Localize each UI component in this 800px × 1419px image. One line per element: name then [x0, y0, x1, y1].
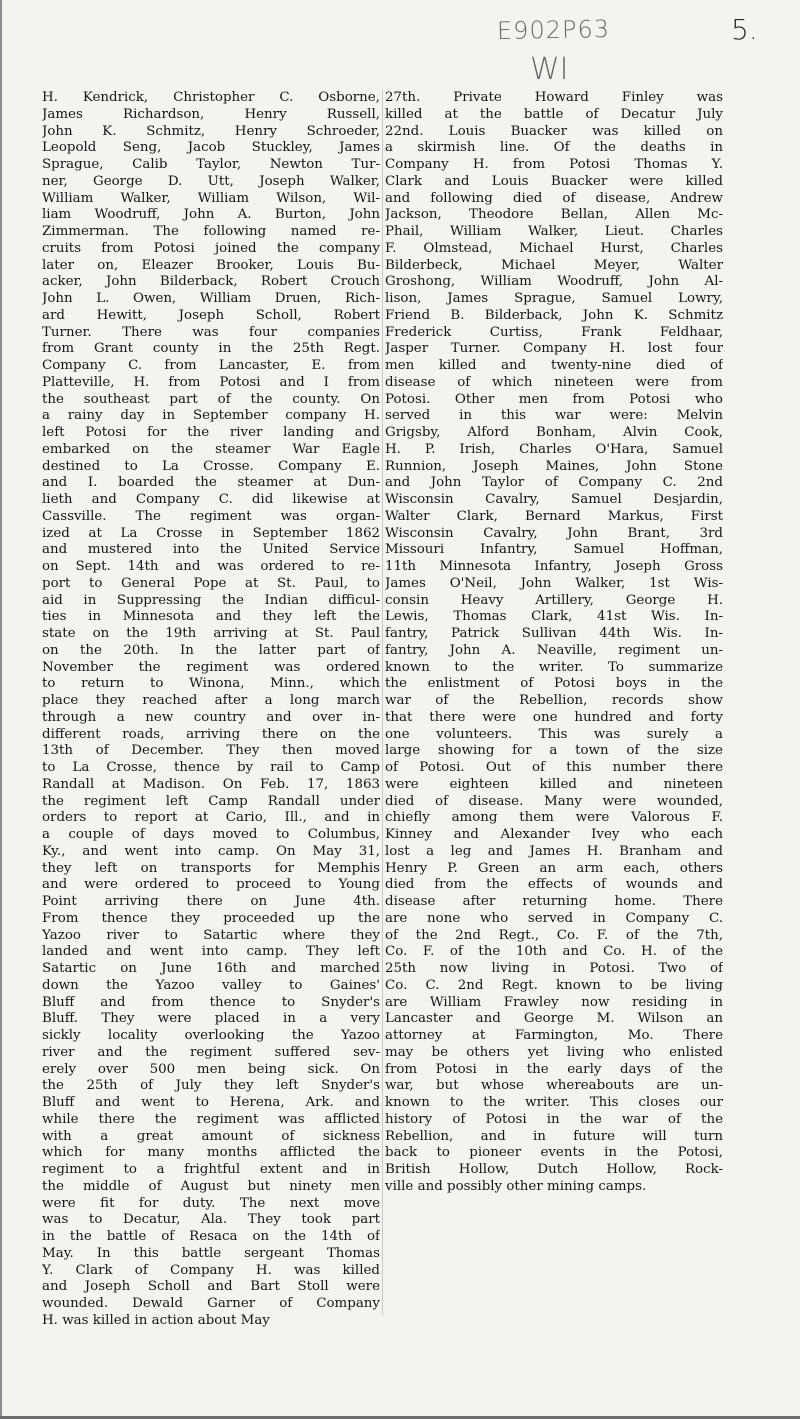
text-line: 27th. Private Howard Finley was [385, 90, 723, 105]
text-line: known to the writer. To summarize [385, 659, 723, 675]
text-line: Wisconsin Cavalry, Samuel Desjardin, [385, 492, 723, 507]
text-line: Platteville, H. from Potosi and I from [42, 374, 380, 390]
text-line: acker, John Bilderback, Robert Crouch [42, 274, 380, 290]
text-line: Co. C. 2nd Regt. known to be living [385, 977, 723, 993]
text-line: landed and went into camp. They left [42, 944, 380, 960]
text-line: Clark and Louis Buacker were killed [385, 173, 723, 189]
text-line: which for many months afflicted the [42, 1145, 380, 1161]
text-line: while there the regiment was afflicted [42, 1111, 380, 1127]
text-line: erely over 500 men being sick. On [42, 1061, 380, 1077]
text-line: sickly locality overlooking the Yazoo [42, 1028, 380, 1043]
text-line: known to the writer. This closes our [385, 1095, 723, 1110]
text-line: war of the Rebellion, records show [385, 693, 723, 708]
text-line: H. P. Irish, Charles O'Hara, Samuel [385, 441, 723, 457]
text-line: killed at the battle of Decatur July [385, 106, 723, 122]
text-line: 25th now living in Potosi. Two of [385, 961, 723, 976]
text-line: and mustered into the United Service [42, 542, 380, 558]
text-line: Company C. from Lancaster, E. from [42, 358, 380, 373]
text-line: may be others yet living who enlisted [385, 1044, 723, 1060]
text-line: Wisconsin Cavalry, John Brant, 3rd [385, 525, 723, 541]
text-line: wounded. Dewald Garner of Company [42, 1296, 380, 1311]
text-line: from Grant county in the 25th Regt. [42, 341, 380, 357]
text-line: Company H. from Potosi Thomas Y. [385, 157, 723, 172]
text-line: chiefly among them were Valorous F. [385, 810, 723, 826]
text-line: the southeast part of the county. On [42, 391, 380, 407]
text-line: river and the regiment suffered sev- [42, 1044, 380, 1060]
text-line: Bluff and went to Herena, Ark. and [42, 1095, 380, 1110]
text-line: served in this war were: Melvin [385, 408, 723, 424]
text-line: died of disease. Many were wounded, [385, 793, 723, 809]
page-left-edge [0, 0, 2, 1419]
text-line: different roads, arriving there on the [42, 726, 380, 742]
text-line: Missouri Infantry, Samuel Hoffman, [385, 542, 723, 558]
text-line: the regiment left Camp Randall under [42, 793, 380, 809]
text-line: history of Potosi in the war of the [385, 1111, 723, 1127]
text-line: ties in Minnesota and they left the [42, 609, 380, 625]
text-line: are none who served in Company C. [385, 910, 723, 926]
text-line: William Walker, William Wilson, Wil- [42, 190, 380, 206]
text-line: Satartic on June 16th and marched [42, 961, 380, 976]
text-line: attorney at Farmington, Mo. There [385, 1028, 723, 1043]
text-line: and I. boarded the steamer at Dun- [42, 475, 380, 491]
text-line: ner, George D. Utt, Joseph Walker, [42, 173, 380, 189]
text-line: Leopold Seng, Jacob Stuckley, James [42, 140, 380, 156]
text-line: Co. F. of the 10th and Co. H. of the [385, 944, 723, 960]
text-line: Cassville. The regiment was organ- [42, 508, 380, 524]
column-divider [382, 90, 383, 1315]
text-line: and Joseph Scholl and Bart Stoll were [42, 1279, 380, 1295]
page-number: 5. [731, 13, 758, 46]
article-left-column [42, 90, 380, 1330]
text-line: 13th of December. They then moved [42, 743, 380, 759]
text-line: later on, Eleazer Brooker, Louis Bu- [42, 257, 380, 273]
text-line: war, but whose whereabouts are un- [385, 1078, 723, 1094]
text-line: aid in Suppressing the Indian difficul- [42, 592, 380, 608]
text-line: to return to Winona, Minn., which [42, 676, 380, 692]
text-line: Bilderbeck, Michael Meyer, Walter [385, 257, 723, 273]
text-line: back to pioneer events in the Potosi, [385, 1145, 723, 1161]
text-line: From thence they proceeded up the [42, 910, 380, 926]
text-line: 22nd. Louis Buacker was killed on [385, 123, 723, 139]
text-line: Bluff and from thence to Snyder's [42, 994, 380, 1010]
text-line: H. Kendrick, Christopher C. Osborne, [42, 90, 380, 105]
text-line: Jasper Turner. Company H. lost four [385, 341, 723, 357]
text-line: lost a leg and James H. Branham and [385, 843, 723, 859]
text-line: embarked on the steamer War Eagle [42, 441, 380, 457]
text-line: the 25th of July they left Snyder's [42, 1078, 380, 1094]
text-line: with a great amount of sickness [42, 1128, 380, 1144]
text-line: Henry P. Green an arm each, others [385, 860, 723, 876]
text-line: November the regiment was ordered [42, 659, 380, 675]
text-line: lieth and Company C. did likewise at [42, 492, 380, 507]
text-line: ized at La Crosse in September 1862 [42, 525, 380, 541]
text-line: Point arriving there on June 4th. [42, 894, 380, 909]
text-line: left Potosi for the river landing and [42, 425, 380, 440]
text-line: Lewis, Thomas Clark, 41st Wis. In- [385, 609, 723, 625]
text-line: of the 2nd Regt., Co. F. of the 7th, [385, 927, 723, 943]
text-line: was to Decatur, Ala. They took part [42, 1212, 380, 1228]
text-line: orders to report at Cario, Ill., and in [42, 810, 380, 826]
text-line: Rebellion, and in future will turn [385, 1128, 723, 1144]
text-line: and following died of disease, Andrew [385, 190, 723, 206]
text-line: lison, James Sprague, Samuel Lowry, [385, 291, 723, 306]
text-line: were eighteen killed and nineteen [385, 776, 723, 792]
text-line: Y. Clark of Company H. was killed [42, 1262, 380, 1278]
text-line: that there were one hundred and forty [385, 709, 723, 725]
text-line: fantry, John A. Neaville, regiment un- [385, 642, 723, 658]
text-line: Frederick Curtiss, Frank Feldhaar, [385, 324, 723, 340]
text-line: fantry, Patrick Sullivan 44th Wis. In- [385, 626, 723, 641]
text-line: port to General Pope at St. Paul, to [42, 575, 380, 591]
text-line: one volunteers. This was surely a [385, 726, 723, 742]
text-line: were fit for duty. The next move [42, 1195, 380, 1211]
text-line: place they reached after a long march [42, 693, 380, 708]
text-line: large showing for a town of the size [385, 743, 723, 759]
text-line: Kinney and Alexander Ivey who each [385, 827, 723, 842]
text-line: James O'Neil, John Walker, 1st Wis- [385, 575, 723, 591]
text-line: Walter Clark, Bernard Markus, First [385, 508, 723, 524]
text-line: Randall at Madison. On Feb. 17, 1863 [42, 776, 380, 792]
text-line: May. In this battle sergeant Thomas [42, 1245, 380, 1261]
text-line: Groshong, William Woodruff, John Al- [385, 274, 723, 290]
text-line: they left on transports for Memphis [42, 860, 380, 876]
text-line: and were ordered to proceed to Young [42, 877, 380, 893]
text-line: men killed and twenty-nine died of [385, 358, 723, 373]
text-line: in the battle of Resaca on the 14th of [42, 1229, 380, 1244]
text-line: Potosi. Other men from Potosi who [385, 391, 723, 407]
text-line: of Potosi. Out of this number there [385, 760, 723, 775]
text-line: a skirmish line. Of the deaths in [385, 140, 723, 156]
text-line: 11th Minnesota Infantry, Joseph Gross [385, 559, 723, 574]
handwritten-catalog-mark: E902P63 [496, 15, 611, 45]
text-line: state on the 19th arriving at St. Paul [42, 626, 380, 641]
text-line: H. was killed in action about May [42, 1312, 270, 1328]
text-line: Ky., and went into camp. On May 31, [42, 843, 380, 859]
text-line: the middle of August but ninety men [42, 1178, 380, 1194]
text-line: down the Yazoo valley to Gaines' [42, 977, 380, 993]
text-line: Turner. There was four companies [42, 324, 380, 340]
text-line: Zimmerman. The following named re- [42, 224, 380, 239]
text-line: are William Frawley now residing in [385, 994, 723, 1010]
text-line: cruits from Potosi joined the company [42, 240, 380, 256]
text-line: a rainy day in September company H. [42, 408, 380, 424]
text-line: consin Heavy Artillery, George H. [385, 592, 723, 608]
text-line: through a new country and over in- [42, 709, 380, 725]
text-line: and John Taylor of Company C. 2nd [385, 475, 723, 491]
text-line: James Richardson, Henry Russell, [42, 106, 380, 122]
text-line: on the 20th. In the latter part of [42, 642, 380, 658]
text-line: Phail, William Walker, Lieut. Charles [385, 224, 723, 239]
text-line: Yazoo river to Satartic where they [42, 927, 380, 943]
article-right-column [385, 90, 723, 1196]
text-line: liam Woodruff, John A. Burton, John [42, 207, 380, 223]
text-line: disease after returning home. There [385, 894, 723, 909]
text-line: ard Hewitt, Joseph Scholl, Robert [42, 307, 380, 323]
text-line: from Potosi in the early days of the [385, 1061, 723, 1077]
text-line: on Sept. 14th and was ordered to re- [42, 559, 380, 574]
text-line: destined to La Crosse. Company E. [42, 458, 380, 474]
text-line: Lancaster and George M. Wilson an [385, 1011, 723, 1027]
text-line: the enlistment of Potosi boys in the [385, 676, 723, 692]
text-line: F. Olmstead, Michael Hurst, Charles [385, 240, 723, 256]
text-line: disease of which nineteen were from [385, 374, 723, 390]
text-line: John K. Schmitz, Henry Schroeder, [42, 123, 380, 139]
text-line: regiment to a frightful extent and in [42, 1162, 380, 1177]
text-line: Jackson, Theodore Bellan, Allen Mc- [385, 207, 723, 223]
text-line: died from the effects of wounds and [385, 877, 723, 893]
text-line: a couple of days moved to Columbus, [42, 827, 380, 842]
text-line: Runnion, Joseph Maines, John Stone [385, 458, 723, 474]
text-line: ville and possibly other mining camps. [385, 1178, 647, 1194]
text-line: Bluff. They were placed in a very [42, 1011, 380, 1027]
handwritten-state-mark: WI [530, 52, 569, 87]
text-line: Friend B. Bilderback, John K. Schmitz [385, 307, 723, 323]
text-line: British Hollow, Dutch Hollow, Rock- [385, 1162, 723, 1177]
text-line: to La Crosse, thence by rail to Camp [42, 760, 380, 775]
text-line: Grigsby, Alford Bonham, Alvin Cook, [385, 425, 723, 440]
text-line: John L. Owen, William Druen, Rich- [42, 291, 380, 306]
text-line: Sprague, Calib Taylor, Newton Tur- [42, 157, 380, 172]
